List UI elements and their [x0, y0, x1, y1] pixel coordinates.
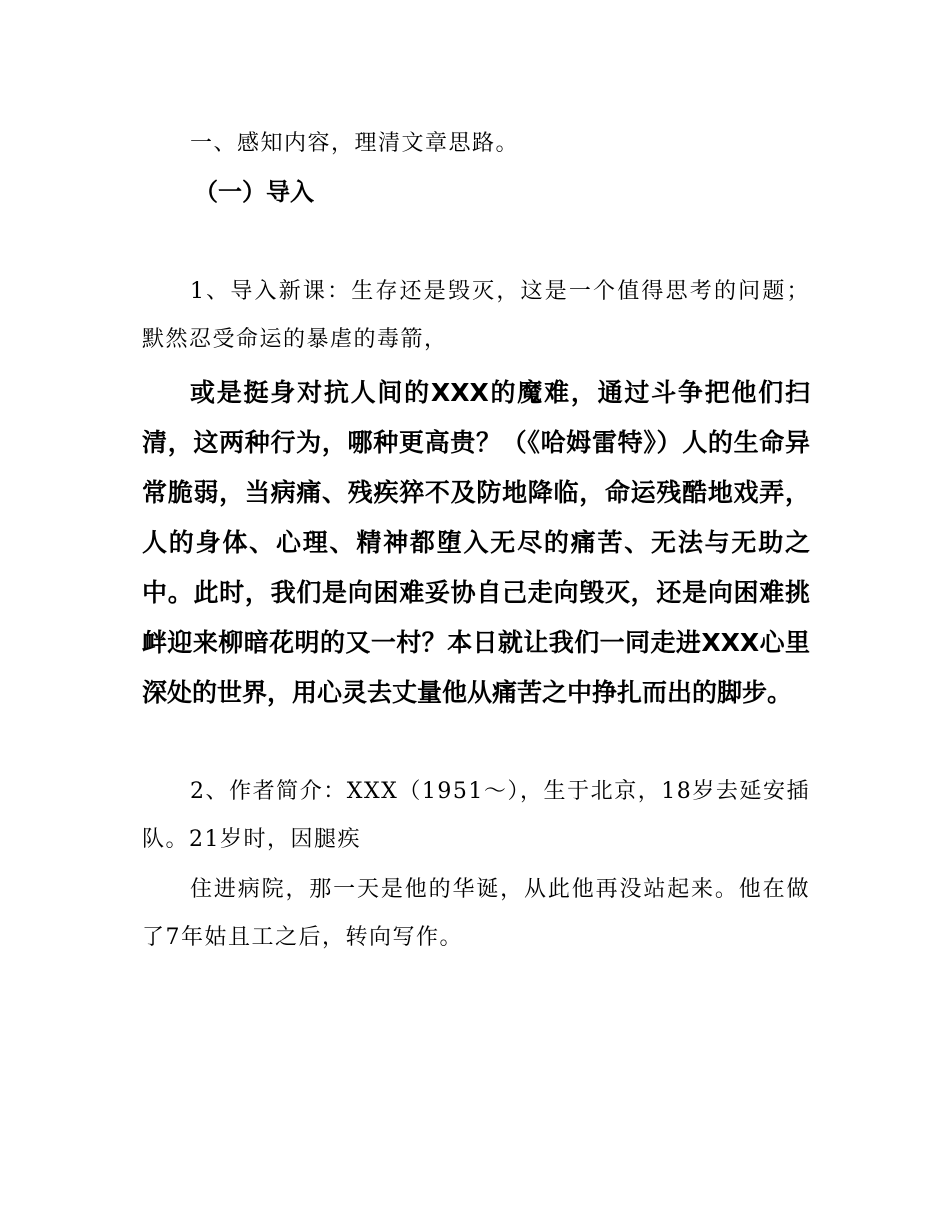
paragraph-author-intro: 2、作者简介：XXX（1951～），生于北京，18岁去延安插队。21岁时，因腿疾 [142, 779, 810, 852]
document-body [142, 120, 810, 962]
paragraph-author-continued: 住进病院，那一天是他的华诞，从此他再没站起来。他在做了7年姑且工之后，转向写作。 [142, 877, 810, 950]
paragraph-intro-bold: 或是挺身对抗人间的XXX的魔难，通过斗争把他们扫清，这两种行为，哪种更高贵？（《哈姆雷特》）人的生命异常脆弱，当病痛、残疾猝不及防地降临，命运残酷地戏弄，人的身体、心理、精神都堕入无尽的痛苦、无法与无助之中。此时，我们是向困难妥协自己走向毁灭，还是向困难挑衅迎来柳暗花明的又一村？本日就让我们一同走进XXX心里深处的世界，用心灵去丈量他从痛苦之中挣扎而出的脚步。 [142, 378, 810, 707]
subsection-heading: （一）导入 [194, 178, 314, 206]
paragraph-intro-lead: 1、导入新课：生存还是毁灭，这是一个值得思考的问题；默然忍受命运的暴虐的毒箭， [142, 279, 810, 352]
section-heading: 一、感知内容，理清文章思路。 [190, 131, 520, 156]
